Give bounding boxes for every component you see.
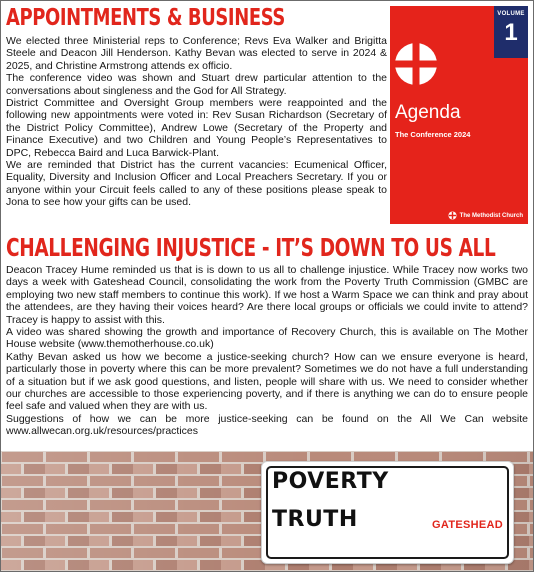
injustice-paragraph-1: Deacon Tracey Hume reminded us that is is down to us all to challenge injustice. While Tracey now works two days a week with Gateshead Council, consolidating the work from the Poverty Truth Commission (GMBC are employing two new staff members to continue this work). If we host a Warm Space we can think and pray about the attendees, are they having their voices heard? Are there local groups or officials we could invite to attend? Tracey is happy to assist with this.	[6, 264, 528, 326]
injustice-heading: CHALLENGING INJUSTICE - IT’S DOWN TO US ALL	[6, 233, 496, 262]
brand-name: The Methodist Church	[459, 212, 523, 219]
appointments-section	[6, 6, 387, 209]
sign-line-poverty: POVERTY	[272, 469, 389, 494]
brand-mark-icon	[448, 211, 457, 220]
appointments-paragraph-2: The conference video was shown and Stuart drew particular attention to the conversations about singleness and the God for All Strategy.	[6, 72, 387, 97]
appointments-paragraph-4: We are reminded that District has the current vacancies: Ecumenical Officer, Equality, Diversity and Inclusion Officer and Local Preachers Secretary. If you or anyone within your Circuit feels called to any of these positions please speak to Jona to see how your gifts can be used.	[6, 159, 387, 209]
methodist-brand	[448, 211, 523, 220]
poverty-truth-sign	[261, 461, 514, 564]
injustice-paragraph-3: Kathy Bevan asked us how we become a justice-seeking church? How can we ensure everyone is heard, particularly those in poverty where this can be more prevalent? Sometimes we do not have a full understanding of a situation but if we ask good questions, and listen, people will share with us. We need to consider whether our churches are accessible to those experiencing poverty, and if there is anything we can do to ensure people feel safe and valued when they are with us.	[6, 350, 528, 413]
injustice-paragraph-4: Suggestions of how we can be more justice-seeking can be found on the All We Can website www.allwecan.org.uk/resources/practices	[6, 412, 528, 438]
sign-line-truth: TRUTH	[272, 507, 358, 532]
methodist-cross-icon	[392, 40, 440, 88]
agenda-cover-image	[390, 6, 528, 224]
agenda-title: Agenda	[395, 102, 461, 123]
agenda-subtitle: The Conference 2024	[395, 130, 471, 139]
appointments-paragraph-3: District Committee and Oversight Group members were reappointed and the following new appointments were voted in: Rev Susan Richardson (Secretary of the District Policy Committee), Andrew Lowe (Secretary of the Property and Finance Executive) and two Children and Young People’s Representatives to DPC, Rebecca Baird and Luca Barwick-Plant.	[6, 97, 387, 159]
volume-label: VOLUME	[497, 11, 525, 17]
appointments-paragraph-1: We elected three Ministerial reps to Conference; Revs Eva Walker and Brigitta Steele and Deacon Jill Henderson. Kathy Bevan was elected to serve in 2024 & 2025, and Christine Armstrong attends ex officio.	[6, 35, 387, 72]
injustice-section	[6, 234, 528, 438]
sign-place-gateshead: GATESHEAD	[432, 519, 503, 531]
injustice-paragraph-2: A video was shared showing the growth and importance of Recovery Church, this is available on The Mother House website (www.themotherhouse.co.uk)	[6, 326, 528, 351]
appointments-heading: APPOINTMENTS & BUSINESS	[6, 5, 285, 31]
volume-number: 1	[504, 19, 518, 46]
